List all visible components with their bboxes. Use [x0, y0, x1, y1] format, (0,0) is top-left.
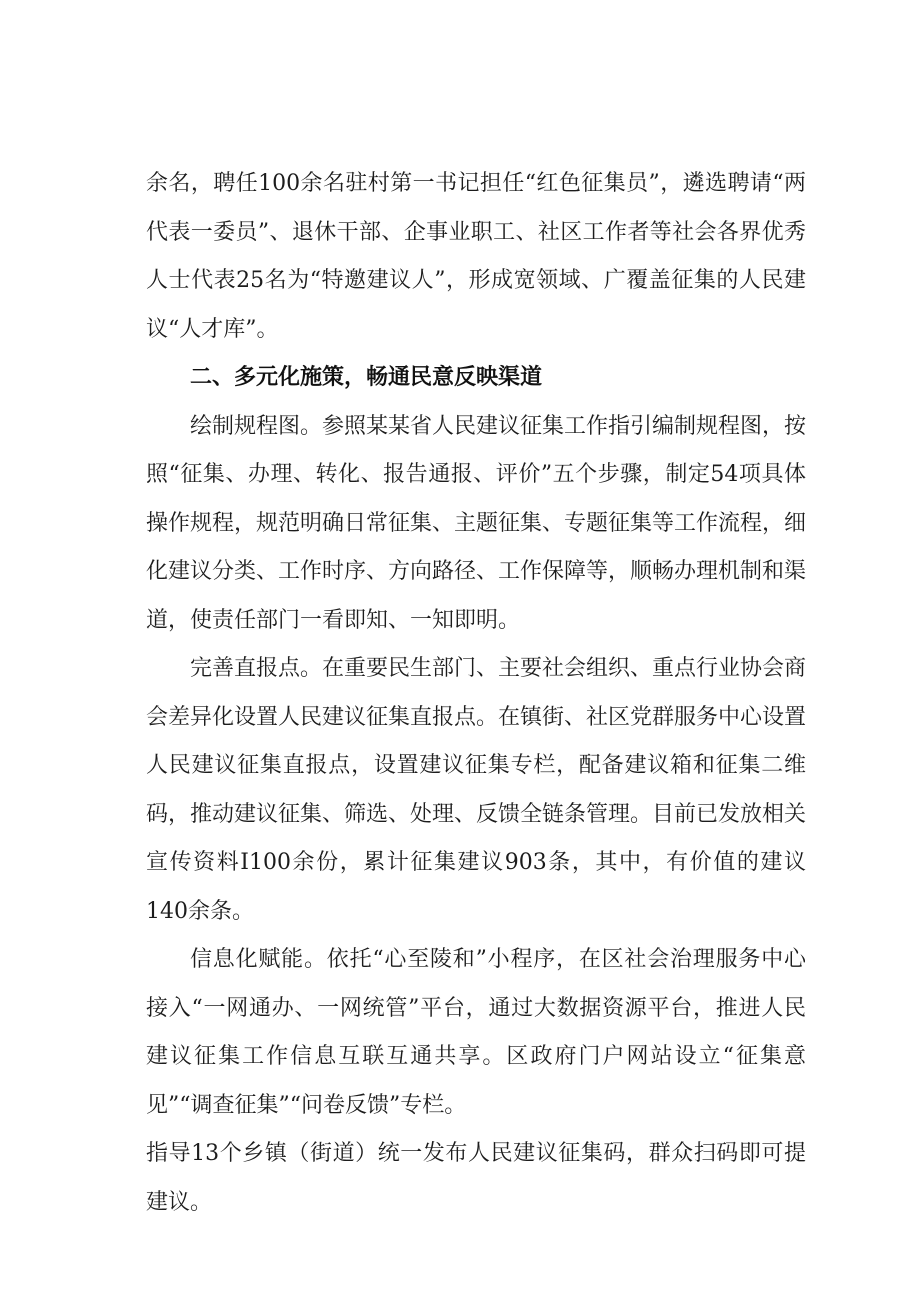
paragraph-talent-pool: 余名，聘任100余名驻村第一书记担任“红色征集员”，遴选聘请“两代表一委员”、退休干部、企事业职工、社区工作者等社会各界优秀人士代表25名为“特邀建议人”，形成宽领域、广覆盖征集的人民建议“人才库”。: [146, 171, 806, 342]
paragraph-township-guidance: 指导13个乡镇（街道）统一发布人民建议征集码，群众扫码即可提建议。: [146, 1141, 806, 1215]
paragraph-direct-report-points: 完善直报点。在重要民生部门、主要社会组织、重点行业协会商会差异化设置人民建议征集直报点。在镇街、社区党群服务中心设置人民建议征集直报点，设置建议征集专栏，配备建议箱和征集二维码，推动建议征集、筛选、处理、反馈全链条管理。目前已发放相关宣传资料I100余份，累计征集建议903条，其中，有价值的建议140余条。: [146, 656, 807, 924]
paragraph-informatization: 信息化赋能。依托“心至陵和”小程序，在区社会治理服务中心接入“一网通办、一网统管”平台，通过大数据资源平台，推进人民建议征集工作信息互联互通共享。区政府门户网站设立“征集意见”“调查征集”“问卷反馈”专栏。: [146, 947, 806, 1118]
document-body: [146, 160, 806, 1227]
paragraph-procedure-chart: 绘制规程图。参照某某省人民建议征集工作指引编制规程图，按照“征集、办理、转化、报告通报、评价”五个步骤，制定54项具体操作规程，规范明确日常征集、主题征集、专题征集等工作流程，细化建议分类、工作时序、方向路径、工作保障等，顺畅办理机制和渠道，使责任部门一看即知、一知即明。: [146, 413, 807, 633]
section-heading-2: 二、多元化施策，畅通民意反映渠道: [190, 365, 543, 390]
